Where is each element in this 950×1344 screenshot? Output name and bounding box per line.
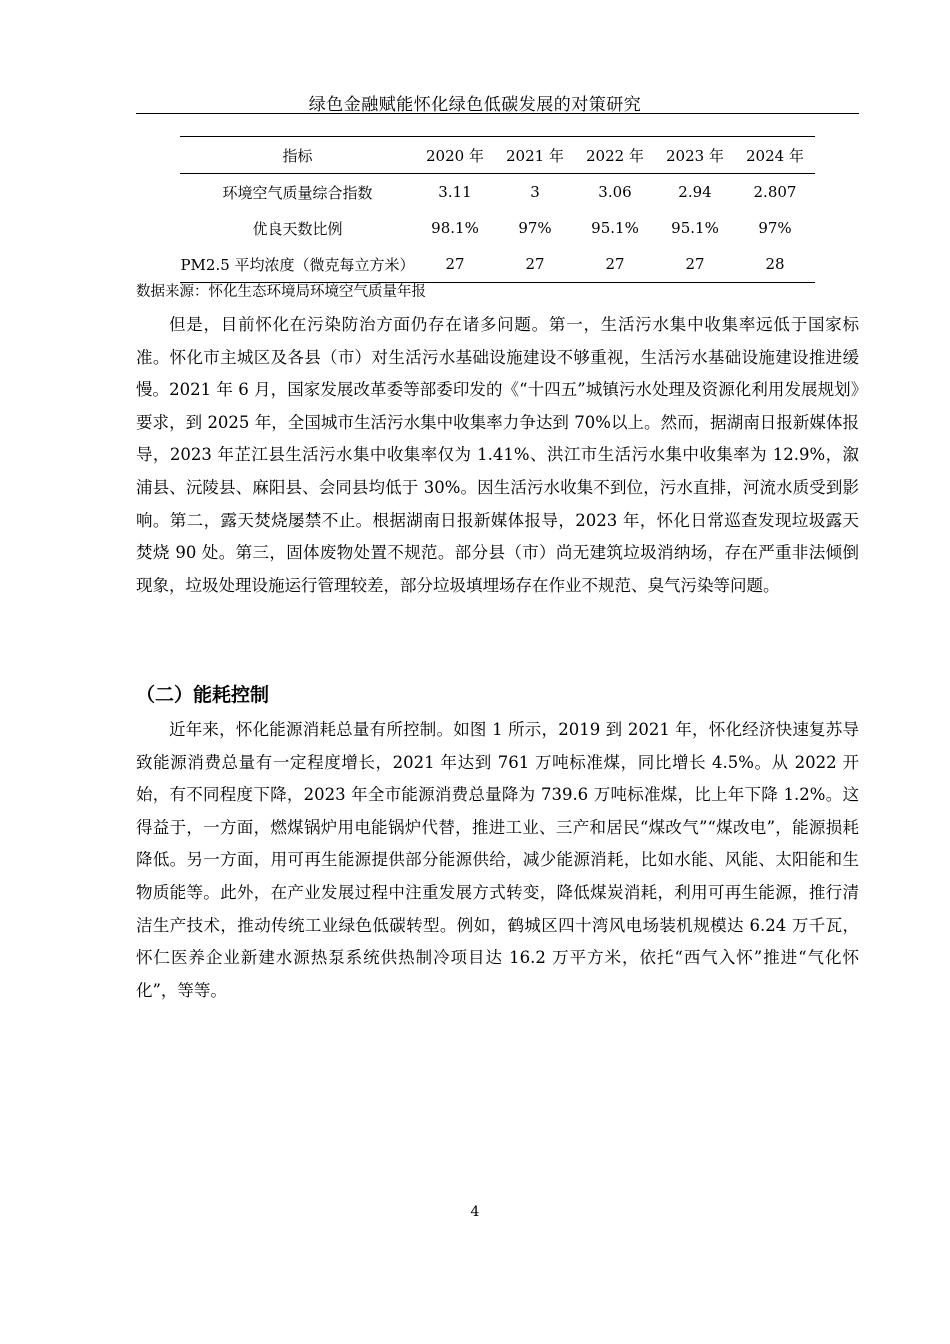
table-cell: 98.1% [431,219,479,237]
column-header: 2021 年 [506,146,564,165]
table-cell: 28 [765,255,785,273]
section-heading: （二）能耗控制 [136,684,270,706]
table-cell: 27 [605,255,625,273]
table-source-note: 数据来源：怀化生态环境局环境空气质量年报 [136,284,426,300]
table-cell: 95.1% [591,219,639,237]
column-header: 2022 年 [586,146,644,165]
table-cell: 环境空气质量综合指数 [222,183,373,202]
column-header: 2020 年 [426,146,484,165]
table-cell: 2.807 [753,183,797,201]
column-header: 指标 [282,146,313,165]
table-row [180,210,815,246]
table-cell: 27 [685,255,705,273]
column-header: 2024 年 [746,146,804,165]
table-row [180,174,815,211]
table-cell: 27 [445,255,465,273]
table-cell: 3.06 [598,183,632,201]
table-cell: 3 [530,183,540,201]
running-header-title: 绿色金融赋能怀化绿色低碳发展的对策研究 [308,95,642,115]
table-cell: 97% [518,219,552,237]
table-cell: 3.11 [438,183,472,201]
body-paragraph: 但是，目前怀化在污染防治方面仍存在诸多问题。第一，生活污水集中收集率远低于国家标准。怀化市主城区及各县（市）对生活污水基础设施建设不够重视，生活污水基础设施建设推进缓慢。2021 年 6 月，国家发展改革委等部委印发的《“十四五”城镇污水处理及资源化利用发展规划》要求，到 2025 年，全国城市生活污水集中收集率力争达到 70%以上。然而，据湖南日报新媒体报导，2023 年芷江县生活污水集中收集率仅为 1.41%、洪江市生活污水集中收集率为 12.9%，溆浦县、沅陵县、麻阳县、会同县均低于 30%。因生活污水收集不到位，污水直排，河流水质受到影响。第二，露天焚烧屡禁不止。根据湖南日报新媒体报导，2023 年，怀化日常巡查发现垃圾露天焚烧 90 处。第三，固体废物处置不规范。部分县（市）尚无建筑垃圾消纳场，存在严重非法倾倒现象，垃圾处理设施运行管理较差，部分垃圾填埋场存在作业不规范、臭气污染等问题。 [136,315,859,595]
table-cell: 2.94 [678,183,712,201]
table-cell: PM2.5 平均浓度（微克每立方米） [180,255,415,274]
table-row [180,246,815,283]
column-header: 2023 年 [666,146,724,165]
table-header-row [180,137,815,174]
page-number: 4 [470,1204,480,1220]
table-cell: 27 [525,255,545,273]
air-quality-table [180,136,815,283]
table-cell: 97% [758,219,792,237]
body-paragraph: 近年来，怀化能源消耗总量有所控制。如图 1 所示，2019 到 2021 年，怀化经济快速复苏导致能源消费总量有一定程度增长，2021 年达到 761 万吨标准煤，同比增长 4.5%。从 2022 开始，有不同程度下降，2023 年全市能源消费总量降为 739.6 万吨标准煤，比上年下降 1.2%。这得益于，一方面，燃煤锅炉用电能锅炉代替，推进工业、三产和居民“煤改气”“煤改电”，能源损耗降低。另一方面，用可再生能源提供部分能源供给，减少能源消耗，比如水能、风能、太阳能和生物质能等。此外，在产业发展过程中注重发展方式转变，降低煤炭消耗，利用可再生能源，推行清洁生产技术，推动传统工业绿色低碳转型。例如，鹤城区四十湾风电场装机规模达 6.24 万千瓦，怀仁医养企业新建水源热泵系统供热制冷项目达 16.2 万平方米，依托“西气入怀”推进“气化怀化”，等等。 [136,720,859,1000]
table-cell: 优良天数比例 [252,219,343,238]
table-cell: 95.1% [671,219,719,237]
header-rule [136,113,859,114]
